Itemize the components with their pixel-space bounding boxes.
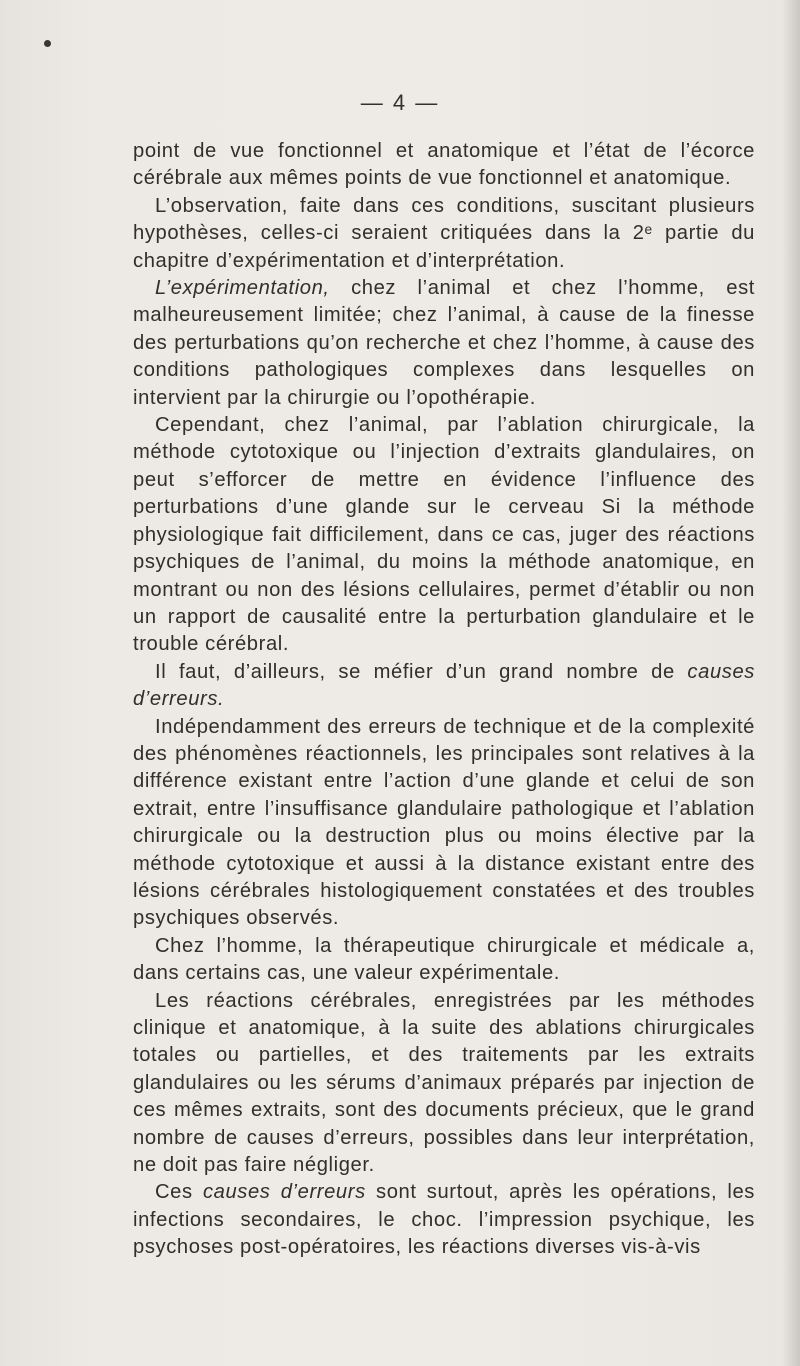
text-run: Chez l’homme, la thérapeutique chirurgicale et médicale a, dans certains cas, une valeur expérimentale. bbox=[133, 934, 755, 985]
text-run: Les réactions cérébrales, enregistrées par les méthodes clinique et anatomique, à la suite des ablations chirurgicales totales ou partielles, et des traitements par les extraits glandulaires ou les sérums d’animaux préparés par injection de ces mêmes extraits, sont des documents précieux, que le grand nombre de causes d’erreurs, possibles dans leur interprétation, ne doit pas faire négliger. bbox=[133, 989, 755, 1177]
italic-text-run: causes d’erreurs bbox=[202, 1181, 366, 1204]
text-run: Indépendamment des erreurs de technique et de la complexité des phénomènes réactionnels, les principales sont relatives à la différence existant entre l’action d’une glande et celui de son extrait, entre l’insuffisance glandulaire pathologique et l’ablation chirurgicale ou la destruction plus ou moins élective par la méthode cytotoxique et aussi à la distance existant entre des lésions cérébrales histologiquement constatées et des troubles psychiques observés. bbox=[133, 715, 755, 930]
ink-dot-mark bbox=[44, 40, 51, 47]
text-run: Il faut, d’ailleurs, se méfier d’un grand nombre de bbox=[155, 660, 688, 683]
paragraph bbox=[133, 138, 755, 193]
paragraph bbox=[133, 659, 755, 714]
paragraph bbox=[133, 933, 755, 988]
page-number: — 4 — bbox=[360, 90, 440, 115]
text-run: point de vue fonctionnel et anatomique et l’état de l’écorce cérébrale aux mêmes points de vue fonctionnel et anatomique. bbox=[133, 140, 755, 190]
text-run: L’observation, faite dans ces conditions, suscitant plusieurs hypothèses, celles-ci seraient critiquées dans la 2ᵉ partie du chapitre d’expérimentation et d’interprétation. bbox=[133, 194, 755, 272]
body-text bbox=[133, 138, 755, 1262]
text-run: Ces bbox=[155, 1181, 203, 1204]
text-run: sont surtout, après les opérations, les infections secondaires, le choc. l’impression psychique, les psychoses post-opératoires, les réactions diverses vis-à-vis bbox=[133, 1181, 755, 1259]
italic-text-run: causes d’erreurs. bbox=[133, 660, 755, 711]
text-run: Cependant, chez l’animal, par l’ablation chirurgicale, la méthode cytotoxique ou l’injection d’extraits glandulaires, on peut s’efforcer de mettre en évidence l’influence des perturbations d’une glande sur le cerveau Si la méthode physiologique fait difficilement, dans ce cas, juger des réactions psychiques de l’animal, du moins la méthode anatomique, en montrant ou non des lésions cellulaires, permet d’établir ou non un rapport de causalité entre la perturbation glandulaire et le trouble cérébral. bbox=[133, 414, 755, 656]
paragraph bbox=[133, 412, 755, 659]
italic-text-run: L’expérimentation, bbox=[155, 277, 330, 300]
paragraph bbox=[133, 988, 755, 1180]
paragraph bbox=[133, 714, 755, 933]
paragraph bbox=[133, 1179, 755, 1261]
text-run: chez l’animal et chez l’homme, est malheureusement limitée; chez l’animal, à cause de la finesse des perturbations qu’on recherche et chez l’homme, à cause des conditions pathologiques complexes dans lesquelles on intervient par la chirurgie ou l’opothérapie. bbox=[133, 277, 755, 409]
page-edge-shadow bbox=[782, 0, 800, 1366]
paragraph bbox=[133, 275, 755, 412]
paragraph bbox=[133, 193, 755, 275]
